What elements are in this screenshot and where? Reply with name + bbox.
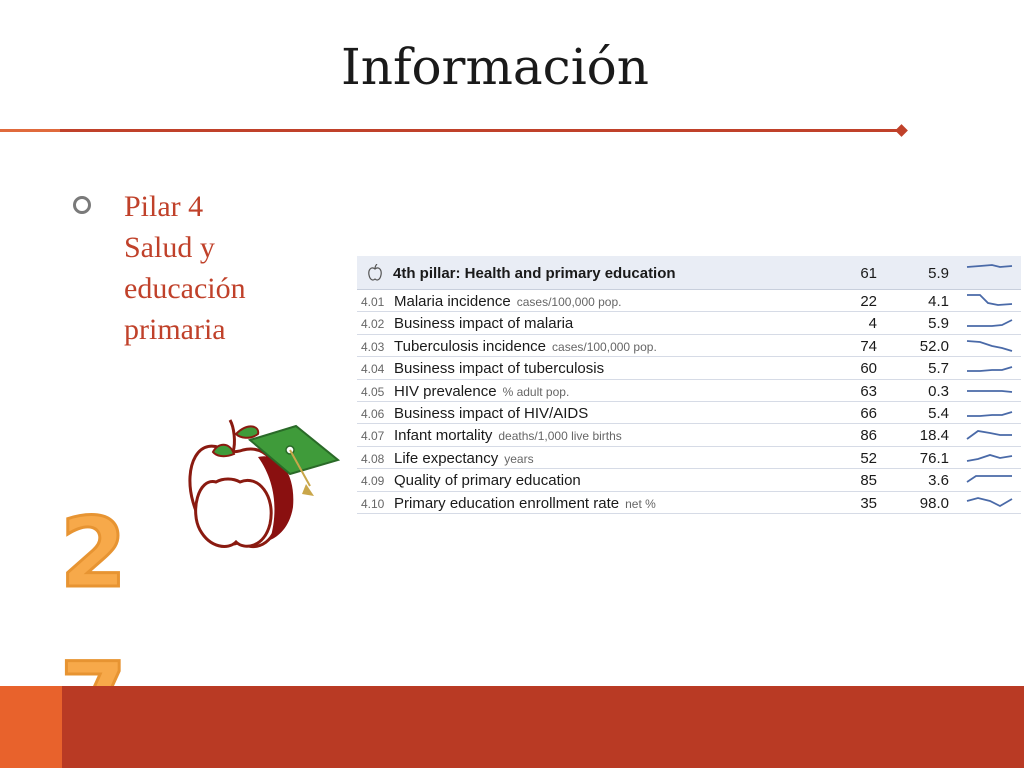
slide-title: Información	[341, 38, 649, 96]
indicator-rank: 85	[860, 472, 877, 490]
bullet-circle-icon	[73, 196, 91, 214]
indicator-rank: 86	[860, 427, 877, 445]
trend-sparkline-icon	[966, 495, 1014, 511]
title-divider-accent	[0, 129, 60, 132]
indicator-code: 4.02	[361, 317, 385, 332]
table-row	[357, 380, 1021, 402]
divider-diamond-icon	[895, 124, 908, 137]
indicator-label: Quality of primary education	[394, 472, 581, 490]
indicator-rank: 60	[860, 360, 877, 378]
indicator-code: 4.03	[361, 339, 385, 354]
table-row	[357, 447, 1021, 469]
trend-sparkline-icon	[966, 360, 1014, 376]
indicator-code: 4.10	[361, 496, 385, 511]
indicator-label: Tuberculosis incidence cases/100,000 pop.	[394, 337, 657, 355]
indicator-rank: 66	[860, 404, 877, 422]
indicator-code: 4.04	[361, 362, 385, 377]
footer-band	[0, 686, 1024, 768]
table-header-label: 4th pillar: Health and primary education	[393, 265, 676, 282]
pillar-caption	[124, 186, 344, 350]
apple-graduation-cap-icon	[178, 412, 343, 552]
indicator-rank: 4	[868, 315, 877, 333]
trend-sparkline-icon	[966, 315, 1014, 331]
pillar-caption-line: Pilar 4	[124, 190, 204, 223]
indicator-score: 98.0	[919, 494, 949, 512]
indicator-score: 5.9	[928, 315, 949, 333]
trend-sparkline-icon	[966, 383, 1014, 399]
pillar-caption-line: educación	[124, 272, 246, 305]
slide-number-digit: 2	[60, 497, 127, 609]
indicator-rank: 22	[860, 293, 877, 310]
pillar-caption-line: Salud y	[124, 231, 215, 264]
pillar-caption-line: primaria	[124, 313, 226, 346]
table-header-row	[357, 256, 1021, 290]
indicator-label: Business impact of HIV/AIDS	[394, 404, 589, 422]
indicator-rank: 52	[860, 449, 877, 467]
indicator-code: 4.09	[361, 474, 385, 489]
table-row	[357, 492, 1021, 514]
indicator-code: 4.08	[361, 451, 385, 466]
indicator-code: 4.05	[361, 384, 385, 399]
trend-sparkline-icon	[966, 293, 1014, 309]
apple-icon	[367, 264, 383, 282]
title-divider	[0, 129, 898, 132]
indicator-label: Primary education enrollment rate net %	[394, 494, 656, 512]
indicator-label: Life expectancy years	[394, 449, 534, 467]
indicator-label: Infant mortality deaths/1,000 live births	[394, 427, 622, 445]
indicator-score: 0.3	[928, 382, 949, 400]
indicator-code: 4.07	[361, 429, 385, 444]
trend-sparkline-icon	[966, 259, 1014, 275]
table-row	[357, 469, 1021, 491]
trend-sparkline-icon	[966, 427, 1014, 443]
trend-sparkline-icon	[966, 405, 1014, 421]
table-row	[357, 290, 1021, 312]
indicator-rank: 74	[860, 337, 877, 355]
indicator-score: 5.7	[928, 360, 949, 378]
trend-sparkline-icon	[966, 338, 1014, 354]
table-header-rank: 61	[860, 265, 877, 282]
table-row	[357, 312, 1021, 334]
trend-sparkline-icon	[966, 472, 1014, 488]
table-header-score: 5.9	[928, 265, 949, 282]
indicator-score: 76.1	[919, 449, 949, 467]
indicator-label: Malaria incidence cases/100,000 pop.	[394, 293, 622, 310]
table-row	[357, 424, 1021, 446]
indicator-code: 4.06	[361, 406, 385, 421]
indicator-score: 4.1	[928, 293, 949, 310]
table-row	[357, 357, 1021, 379]
table-row	[357, 335, 1021, 357]
indicator-label: Business impact of tuberculosis	[394, 360, 605, 378]
indicator-score: 3.6	[928, 472, 949, 490]
indicator-score: 5.4	[928, 404, 949, 422]
table-row	[357, 402, 1021, 424]
indicator-code: 4.01	[361, 295, 385, 309]
trend-sparkline-icon	[966, 450, 1014, 466]
indicator-label: HIV prevalence % adult pop.	[394, 382, 570, 400]
footer-band-accent	[0, 686, 62, 768]
indicator-rank: 35	[860, 494, 877, 512]
indicator-rank: 63	[860, 382, 877, 400]
indicator-score: 52.0	[919, 337, 949, 355]
indicator-label: Business impact of malaria	[394, 315, 574, 333]
indicator-table	[357, 256, 1021, 514]
indicator-score: 18.4	[919, 427, 949, 445]
